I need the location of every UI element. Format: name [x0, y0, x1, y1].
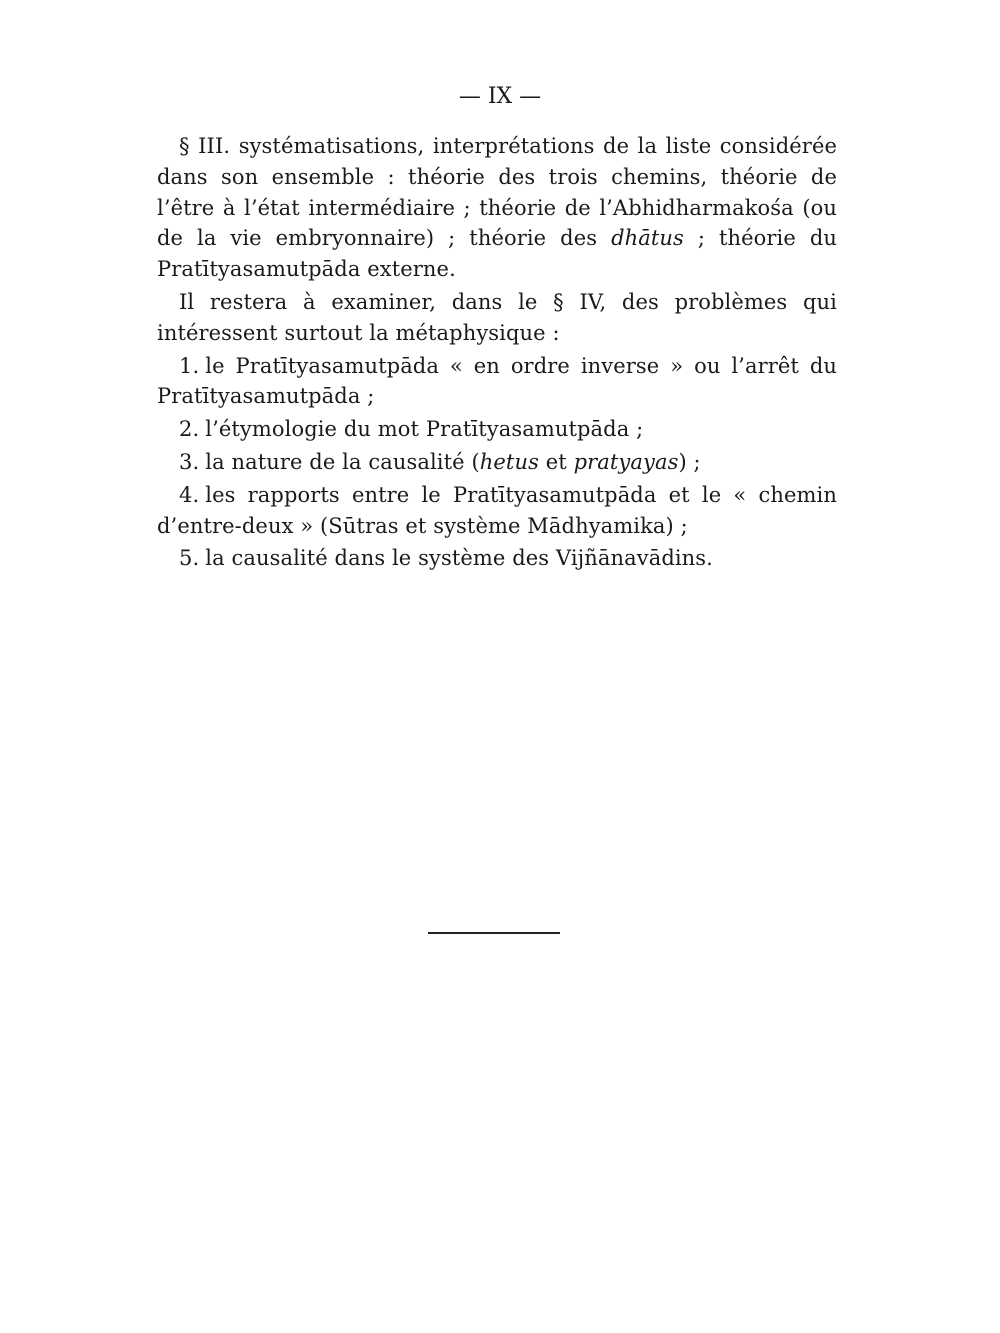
- list-item: [157, 414, 837, 445]
- list-item-text: les rapports entre le Pratītyasamutpāda et le « chemin d’entre-deux » (Sūtras et système Mādhyamika) ;: [157, 482, 837, 538]
- intro-text-end: , des problèmes qui intéressent surtout la métaphysique :: [157, 289, 837, 345]
- list-item-text: la causalité dans le système des Vijñānavādins.: [205, 546, 713, 571]
- list-item-text: l’étymologie du mot Pratītyasamutpāda ;: [205, 417, 644, 442]
- section-text: systématisations, interprétations de la liste considérée dans son ensemble : théorie des trois chemins, théorie de l’être à l’état intermédiaire ; théorie de l’Abhidharmakośa (ou de la vie embryonnaire) ; théorie des: [157, 134, 837, 251]
- page-number-header: — IX —: [458, 84, 542, 109]
- list-item-number: 3.: [179, 449, 200, 474]
- intro-paragraph: [157, 287, 837, 349]
- italic-term-dhatus: dhātus: [611, 226, 684, 251]
- list-item-text: le Pratītyasamutpāda « en ordre inverse » ou l’arrêt du Pratītyasamutpāda ;: [157, 353, 837, 409]
- list-item-text: et: [538, 449, 574, 474]
- list-item: [157, 447, 837, 478]
- list-item: [157, 543, 837, 574]
- italic-term-hetus: hetus: [479, 449, 539, 474]
- intro-text: Il restera à examiner, dans le: [179, 289, 554, 314]
- body-text: [157, 131, 837, 576]
- list-item-text: la nature de la causalité (: [205, 449, 480, 474]
- section-iv-marker: § IV: [553, 289, 600, 314]
- list-item: [157, 351, 837, 413]
- list-item-number: 2.: [179, 417, 200, 442]
- list-item-number: 1.: [179, 353, 200, 378]
- section-marker: § III.: [179, 134, 231, 158]
- italic-term-pratyayas: pratyayas: [573, 449, 679, 474]
- list-item-number: 5.: [179, 546, 200, 571]
- list-item-number: 4.: [179, 482, 200, 507]
- closing-rule: [428, 932, 560, 934]
- list-item-text: ) ;: [678, 449, 701, 474]
- section-text-end: ; théorie du Pratītyasamutpāda externe.: [157, 226, 838, 282]
- section-iii-paragraph: [157, 131, 837, 285]
- list-item: [157, 480, 837, 542]
